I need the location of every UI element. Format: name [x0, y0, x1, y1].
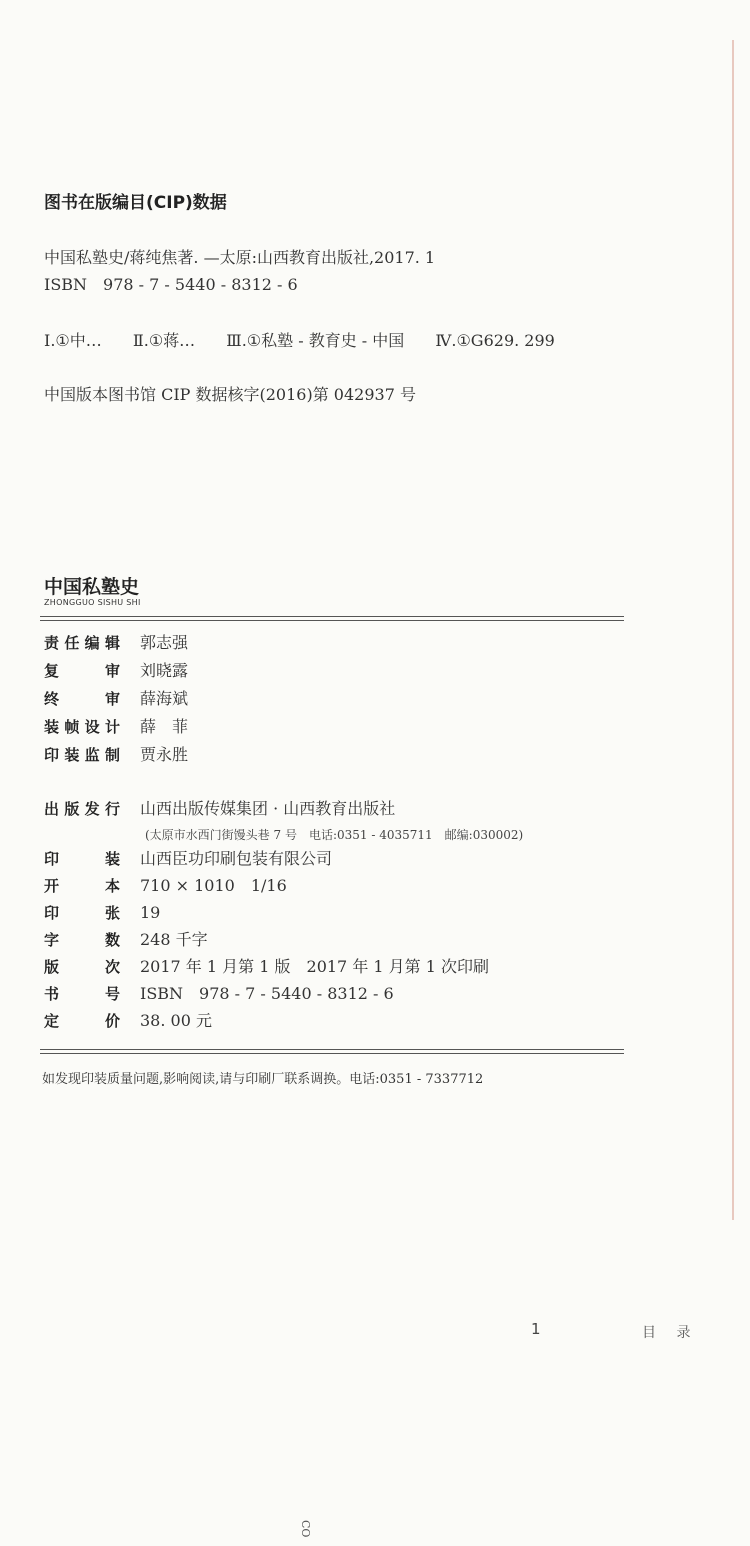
spec-value: 2017 年 1 月第 1 版 2017 年 1 月第 1 次印刷 [140, 957, 490, 976]
spec-label: 字 数 [44, 931, 120, 949]
publisher-value: 山西出版传媒集团 · 山西教育出版社 [140, 799, 396, 818]
cip-isbn-line: ISBN 978 - 7 - 5440 - 8312 - 6 [44, 275, 298, 294]
publisher-address: (太原市水西门街馒头巷 7 号 电话:0351 - 4035711 邮编:030002) [145, 828, 524, 842]
staff-row [44, 630, 189, 656]
cip-class-1: Ⅰ.①中… [44, 331, 102, 350]
quality-notice: 如发现印装质量问题,影响阅读,请与印刷厂联系调换。电话:0351 - 7337712 [42, 1072, 484, 1087]
staff-row [44, 714, 189, 740]
bottom-double-rule-1 [40, 1049, 624, 1050]
publisher-row [44, 796, 396, 822]
staff-value: 贾永胜 [140, 745, 189, 764]
staff-label: 终 审 [44, 690, 120, 708]
cip-data-number: 中国版本图书馆 CIP 数据核字(2016)第 042937 号 [44, 385, 416, 404]
top-double-rule-2 [40, 620, 624, 621]
cip-bibliographic-line: 中国私塾史/蒋纯焦著. —太原:山西教育出版社,2017. 1 [44, 248, 436, 267]
cip-class-2: Ⅱ.①蒋… [132, 331, 196, 350]
book-pinyin: ZHONGGUO SISHU SHI [44, 598, 141, 607]
staff-value: 薛 菲 [140, 717, 189, 736]
spec-row [44, 927, 208, 953]
page-edge-line [732, 40, 734, 1220]
spec-row [44, 954, 490, 980]
spec-value: 710 × 1010 1/16 [140, 876, 287, 895]
spec-row [44, 900, 161, 926]
spec-label: 开 本 [44, 877, 120, 895]
spec-value: 38. 00 元 [140, 1011, 212, 1030]
spec-label: 印 装 [44, 850, 120, 868]
cip-class-3: Ⅲ.①私塾 - 教育史 - 中国 [226, 331, 405, 350]
cip-heading: 图书在版编目(CIP)数据 [44, 193, 227, 213]
staff-row [44, 658, 189, 684]
staff-value: 刘晓露 [140, 661, 189, 680]
book-title: 中国私塾史 [44, 576, 140, 598]
staff-value: 薛海斌 [140, 689, 189, 708]
spec-label: 版 次 [44, 958, 120, 976]
page-number: 1 [531, 1320, 541, 1338]
staff-row [44, 686, 189, 712]
spec-row [44, 1008, 212, 1034]
spec-value: ISBN 978 - 7 - 5440 - 8312 - 6 [140, 984, 394, 1003]
spec-value: 19 [140, 903, 161, 922]
staff-label: 复 审 [44, 662, 120, 680]
spec-label: 印 张 [44, 904, 120, 922]
spec-row [44, 846, 333, 872]
spec-row [44, 981, 394, 1007]
toc-heading: 目 录 [642, 1325, 699, 1341]
staff-label: 印装监制 [44, 746, 120, 764]
top-double-rule-1 [40, 616, 624, 617]
staff-row [44, 742, 189, 768]
publisher-label: 出版发行 [44, 800, 120, 818]
staff-label: 装帧设计 [44, 718, 120, 736]
spec-row [44, 873, 287, 899]
staff-label: 责任编辑 [44, 634, 120, 652]
cip-class-4: Ⅳ.①G629. 299 [435, 331, 555, 350]
spine-fragment: CO [299, 1520, 312, 1538]
staff-value: 郭志强 [140, 633, 189, 652]
spec-label: 书 号 [44, 985, 120, 1003]
spec-label: 定 价 [44, 1012, 120, 1030]
bottom-double-rule-2 [40, 1053, 624, 1054]
cip-classification [44, 328, 581, 351]
spec-value: 248 千字 [140, 930, 208, 949]
spec-value: 山西臣功印刷包装有限公司 [140, 849, 333, 868]
